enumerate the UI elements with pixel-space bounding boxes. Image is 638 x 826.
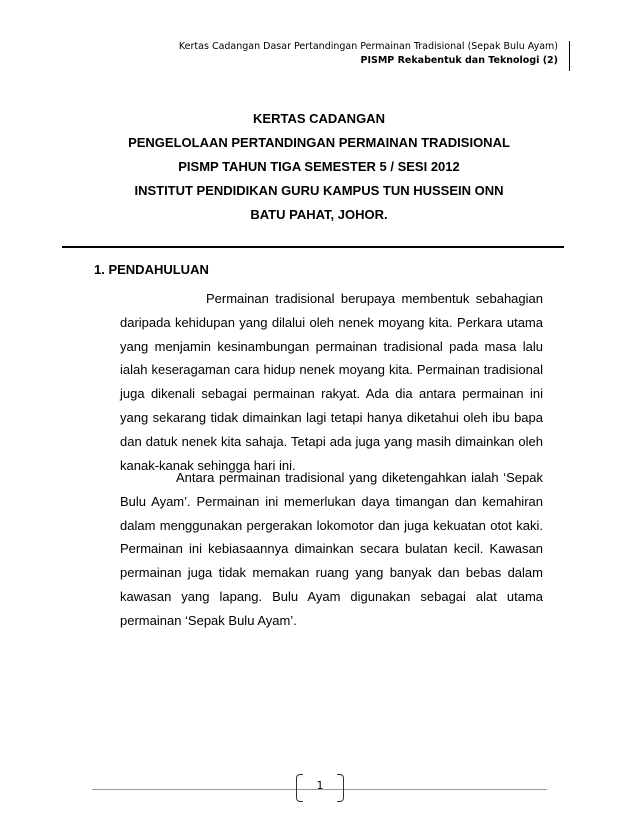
paragraph-2 bbox=[120, 466, 543, 633]
title-divider bbox=[62, 246, 564, 248]
doc-title: KERTAS CADANGAN bbox=[253, 111, 385, 126]
section-heading: 1. PENDAHULUAN bbox=[94, 262, 209, 277]
page-number-box bbox=[296, 772, 344, 802]
running-header bbox=[179, 40, 558, 68]
doc-title-line-3: PISMP TAHUN TIGA SEMESTER 5 / SESI 2012 bbox=[178, 159, 460, 174]
header-rule bbox=[569, 41, 570, 71]
paragraph-1-text: Permainan tradisional berupaya membentuk sebahagian daripada kehidupan yang dilalui oleh nenek moyang kita. Perkara utama yang menjamin kesinambungan permainan tradisional pada masa lalu ialah keseragaman cara hidup nenek moyang kita. Permainan tradisional juga dikenali sebagai permainan rakyat. Ada dia antara permainan ini yang sekarang tidak dimainkan lagi tetapi hanya diketahui oleh ibu bapa dan datuk nenek kita sahaja. Tetapi ada juga yang masih dimainkan oleh kanak-kanak sehingga hari ini. bbox=[120, 291, 543, 473]
page-number: 1 bbox=[316, 779, 324, 792]
doc-title-line-2: PENGELOLAAN PERTANDINGAN PERMAINAN TRADISIONAL bbox=[128, 135, 510, 150]
header-subtitle: PISMP Rekabentuk dan Teknologi (2) bbox=[360, 55, 558, 66]
doc-title-line-4: INSTITUT PENDIDIKAN GURU KAMPUS TUN HUSSEIN ONN bbox=[134, 183, 504, 198]
doc-title-line-5: BATU PAHAT, JOHOR. bbox=[250, 207, 388, 222]
paragraph-2-text: Antara permainan tradisional yang diketengahkan ialah ‘Sepak Bulu Ayam’. Permainan ini memerlukan daya timangan dan kemahiran dalam menggunakan pergerakan lokomotor dan juga kekuatan otot kaki. Permainan ini kebiasaannya dimainkan secara bulatan kecil. Kawasan permainan juga tidak memakan ruang yang banyak dan bebas dalam kawasan yang lapang. Bulu Ayam digunakan sebagai alat utama permainan ‘Sepak Bulu Ayam’. bbox=[120, 470, 543, 628]
header-title: Kertas Cadangan Dasar Pertandingan Permainan Tradisional (Sepak Bulu Ayam) bbox=[178, 41, 558, 52]
paragraph-1 bbox=[120, 287, 543, 477]
